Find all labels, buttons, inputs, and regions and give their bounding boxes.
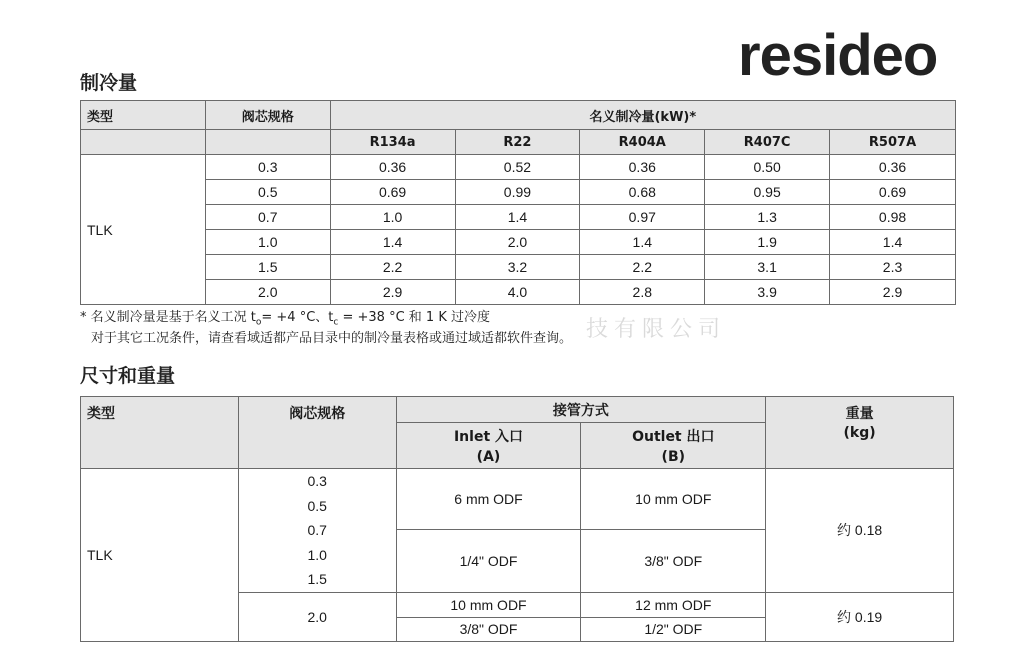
spec-cell: 1.5 [205, 255, 330, 280]
header-connection: 接管方式 [396, 397, 766, 423]
weight-cell: 约 0.19 [766, 592, 954, 641]
spec-cell: 0.3 [205, 155, 330, 180]
inlet-cell: 1/4" ODF [396, 530, 581, 592]
value-cell: 1.0 [330, 205, 455, 230]
inlet-cell: 3/8" ODF [396, 617, 581, 641]
value-cell: 1.4 [330, 230, 455, 255]
value-cell: 0.97 [580, 205, 705, 230]
header-refrigerant: R507A [830, 130, 956, 155]
spec-cell: 1.0 [205, 230, 330, 255]
footnote-line-1: * 名义制冷量是基于名义工况 $t_o= +4$ °C、$t_c = +38$ °C 和 1 K 过冷度 [80, 310, 490, 328]
value-cell: 0.36 [580, 155, 705, 180]
outlet-cell: 10 mm ODF [581, 469, 766, 530]
value-cell: 0.36 [830, 155, 956, 180]
value-cell: 2.8 [580, 280, 705, 305]
section-title-capacity: 制冷量 [80, 72, 138, 94]
outlet-cell: 12 mm ODF [581, 592, 766, 617]
header-refrigerant: R404A [580, 130, 705, 155]
value-cell: 0.52 [455, 155, 580, 180]
header-spec: 阀芯规格 [238, 397, 396, 469]
value-cell: 2.9 [830, 280, 956, 305]
header-refrigerant: R22 [455, 130, 580, 155]
dimensions-table [80, 396, 954, 642]
value-cell: 0.99 [455, 180, 580, 205]
header-inlet: Inlet 入口 (A) [396, 423, 581, 469]
value-cell: 0.50 [705, 155, 830, 180]
value-cell: 0.68 [580, 180, 705, 205]
spec-cell: 2.0 [205, 280, 330, 305]
table-row [81, 155, 956, 180]
value-cell: 2.0 [455, 230, 580, 255]
footnote [80, 310, 572, 347]
header-type: 类型 [81, 101, 206, 130]
resideo-logo: resideo [738, 23, 938, 88]
type-cell: TLK [81, 155, 206, 305]
spec-cell: 0.7 [205, 205, 330, 230]
value-cell: 1.3 [705, 205, 830, 230]
inlet-cell: 6 mm ODF [396, 469, 581, 530]
value-cell: 1.4 [830, 230, 956, 255]
value-cell: 3.1 [705, 255, 830, 280]
header-refrigerant: R134a [330, 130, 455, 155]
header-outlet: Outlet 出口 (B) [581, 423, 766, 469]
outlet-cell: 1/2" ODF [581, 617, 766, 641]
table-row [81, 180, 956, 205]
value-cell: 0.69 [330, 180, 455, 205]
value-cell: 1.4 [455, 205, 580, 230]
weight-cell: 约 0.18 [766, 469, 954, 593]
header-spec: 阀芯规格 [205, 101, 330, 130]
value-cell: 0.36 [330, 155, 455, 180]
header-refrigerant: R407C [705, 130, 830, 155]
value-cell: 2.3 [830, 255, 956, 280]
spec-cell-group-2: 2.0 [238, 592, 396, 641]
value-cell: 2.2 [580, 255, 705, 280]
value-cell: 1.9 [705, 230, 830, 255]
outlet-cell: 3/8" ODF [581, 530, 766, 592]
table-row [81, 230, 956, 255]
value-cell: 2.9 [330, 280, 455, 305]
value-cell: 4.0 [455, 280, 580, 305]
value-cell: 2.2 [330, 255, 455, 280]
header-type: 类型 [81, 397, 239, 469]
table-row [81, 280, 956, 305]
table-row [81, 255, 956, 280]
value-cell: 1.4 [580, 230, 705, 255]
watermark: 技有限公司 [586, 317, 727, 342]
table-row [81, 205, 956, 230]
value-cell: 0.69 [830, 180, 956, 205]
section-title-dimensions: 尺寸和重量 [80, 365, 176, 387]
capacity-table [80, 100, 956, 305]
value-cell: 3.9 [705, 280, 830, 305]
value-cell: 0.95 [705, 180, 830, 205]
header-weight: 重量 (kg) [766, 397, 954, 469]
value-cell: 0.98 [830, 205, 956, 230]
inlet-cell: 10 mm ODF [396, 592, 581, 617]
header-capacity: 名义制冷量(kW)* [330, 101, 955, 130]
value-cell: 3.2 [455, 255, 580, 280]
type-cell: TLK [81, 469, 239, 642]
footnote-line-2: 对于其它工况条件，请查看域适都产品目录中的制冷量表格或通过域适都软件查询。 [91, 330, 573, 346]
spec-cell: 0.5 [205, 180, 330, 205]
spec-cell-group-1: 0.3 0.5 0.7 1.0 1.5 [238, 469, 396, 593]
